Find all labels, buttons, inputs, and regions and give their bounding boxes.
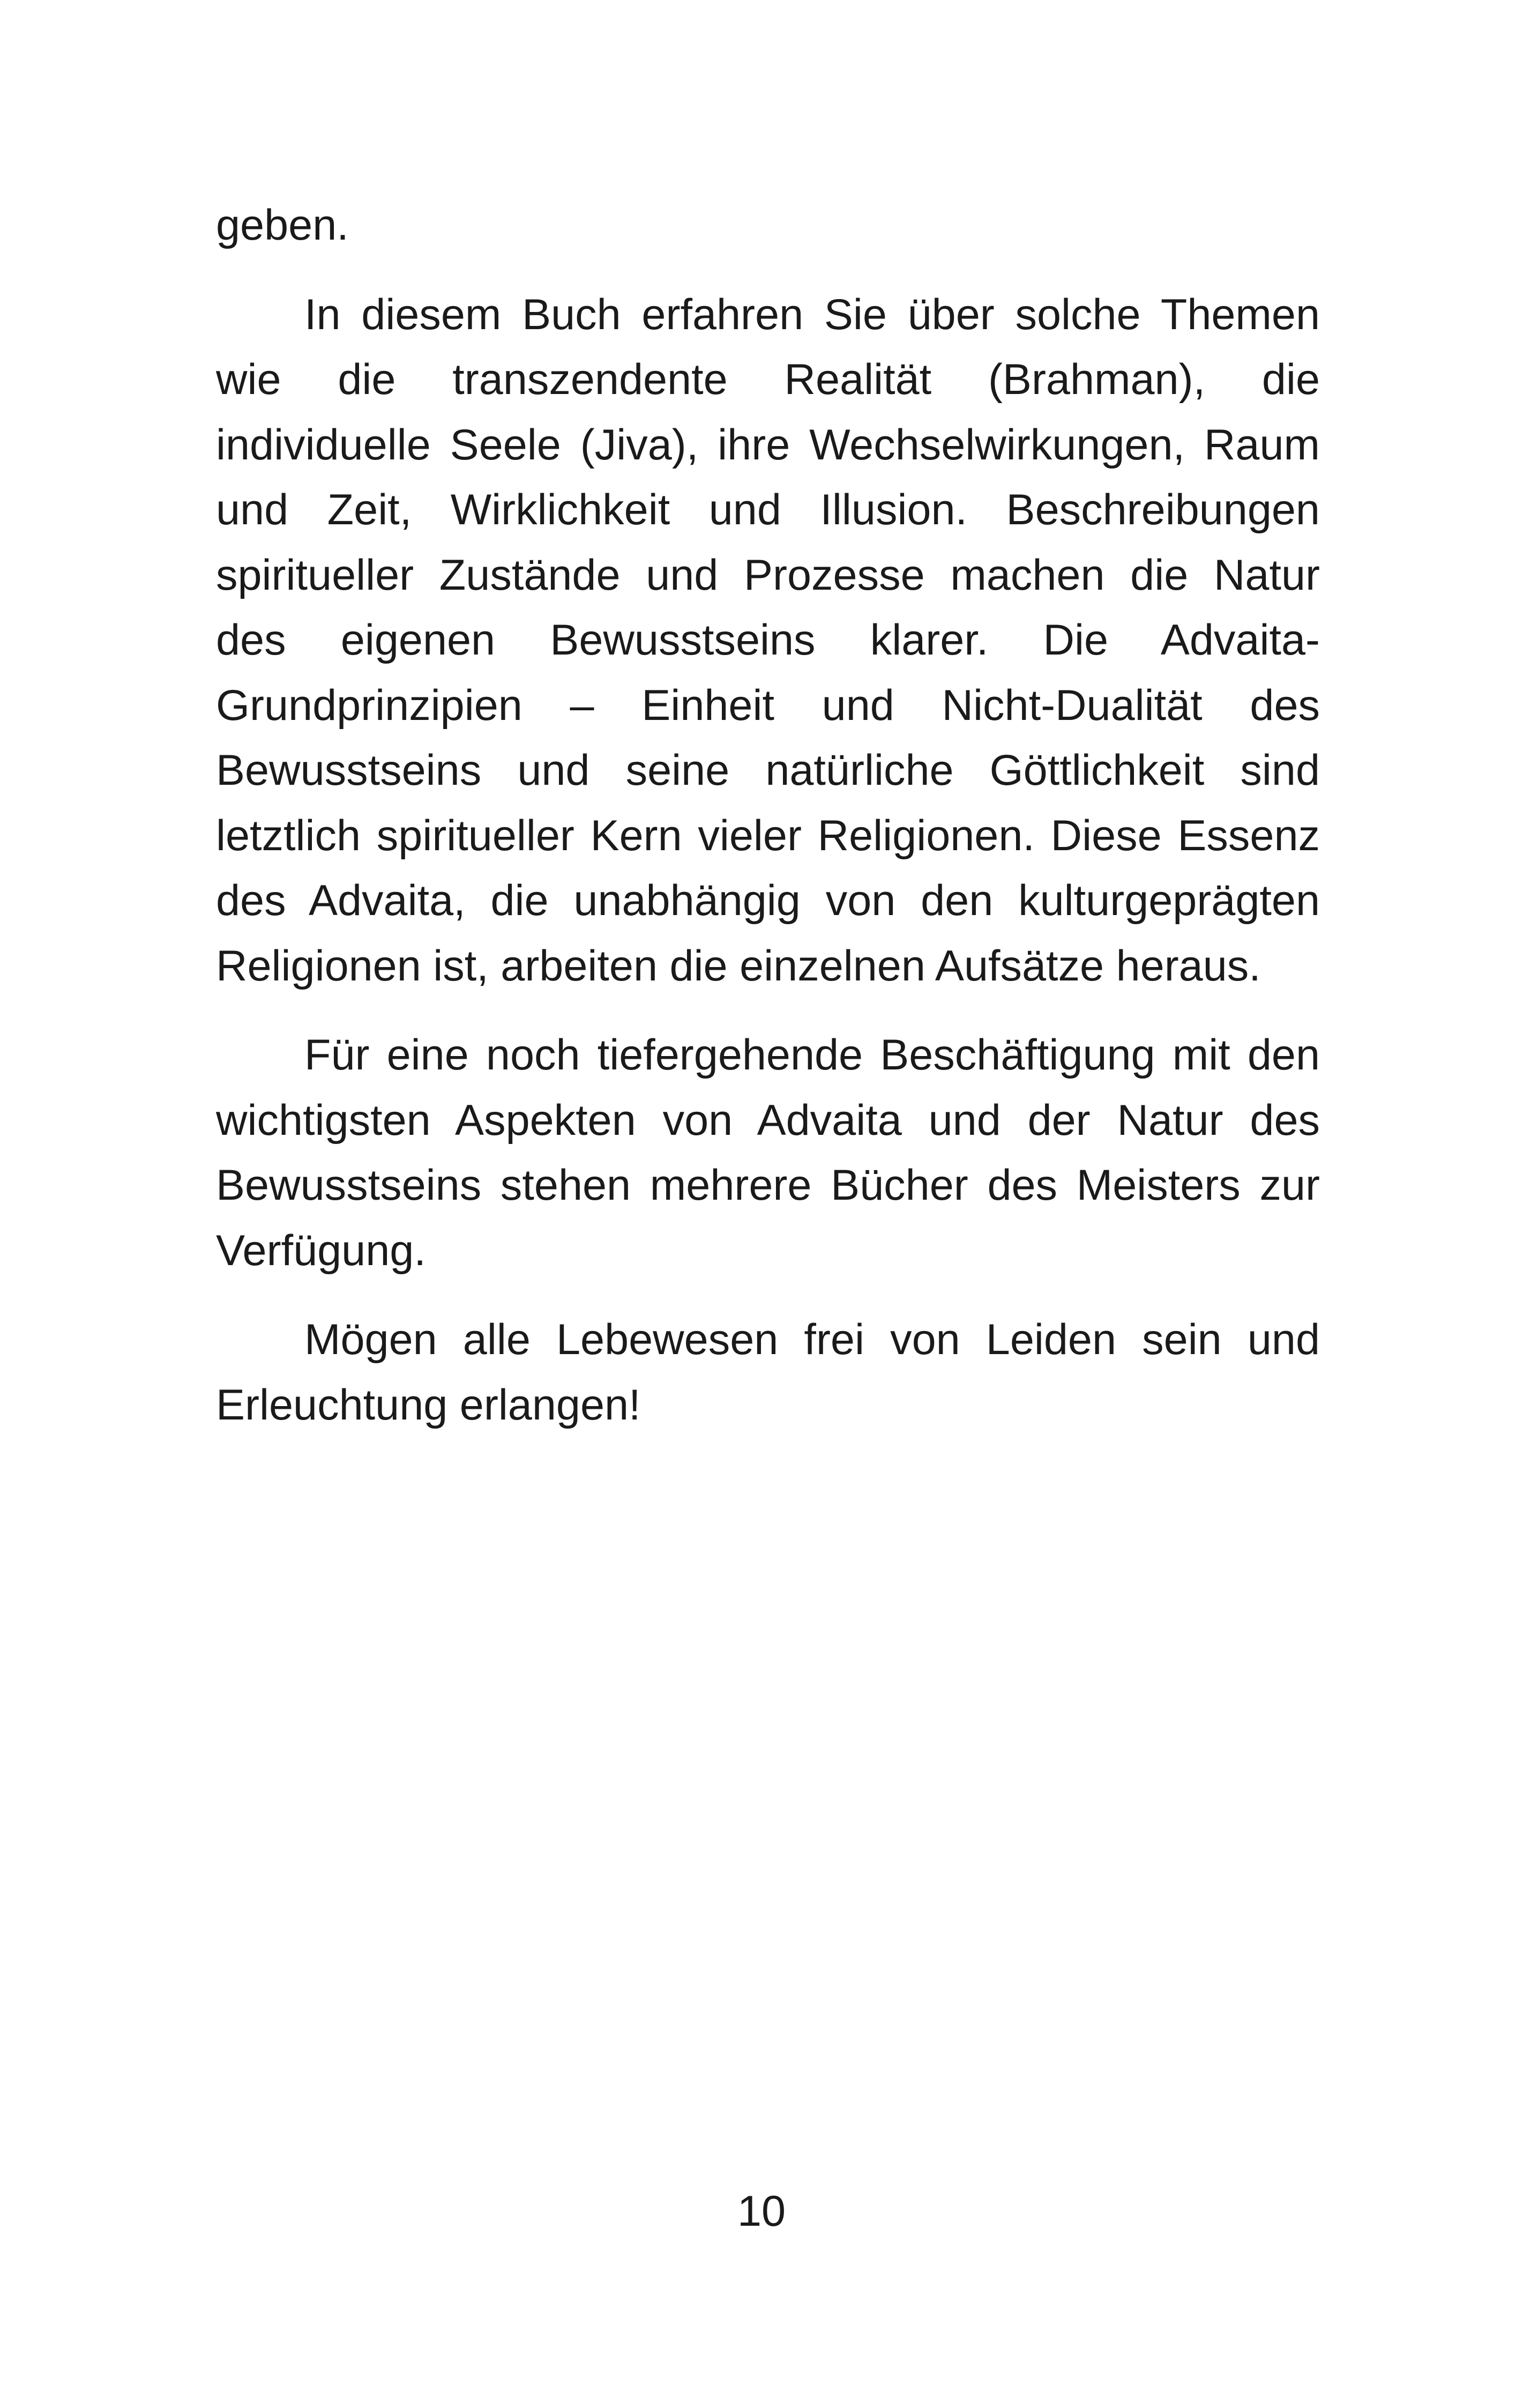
paragraph-continuation: geben. [216,201,349,249]
body-text [216,193,1320,1438]
paragraph-blessing: Mögen alle Lebewesen frei von Leiden sein und Erleuchtung erlangen! [216,1316,1320,1429]
paragraph-further-reading: Für eine noch tiefergehende Beschäftigung mit den wichtigsten Aspekten von Advaita und der Natur des Bewusstseins stehen mehrere Bücher des Meisters zur Verfügung. [216,1031,1320,1275]
page-number: 10 [737,2187,786,2235]
paragraph-book-topics: In diesem Buch erfahren Sie über solche Themen wie die transzendente Realität (Brahman), die individuelle Seele (Jiva), ihre Wechselwirkungen, Raum und Zeit, Wirklichkeit und Illusion. Beschreibungen spiritueller Zustände und Prozesse machen die Natur des eigenen Bewusstseins klarer. Die Advaita-Grundprinzipien – Einheit und Nicht-Dualität des Bewusstseins und seine natürliche Göttlichkeit sind letztlich spiritueller Kern vieler Religionen. Diese Essenz des Advaita, die unabhängig von den kulturgeprägten Religionen ist, arbeiten die einzelnen Aufsätze heraus. [216,290,1320,990]
